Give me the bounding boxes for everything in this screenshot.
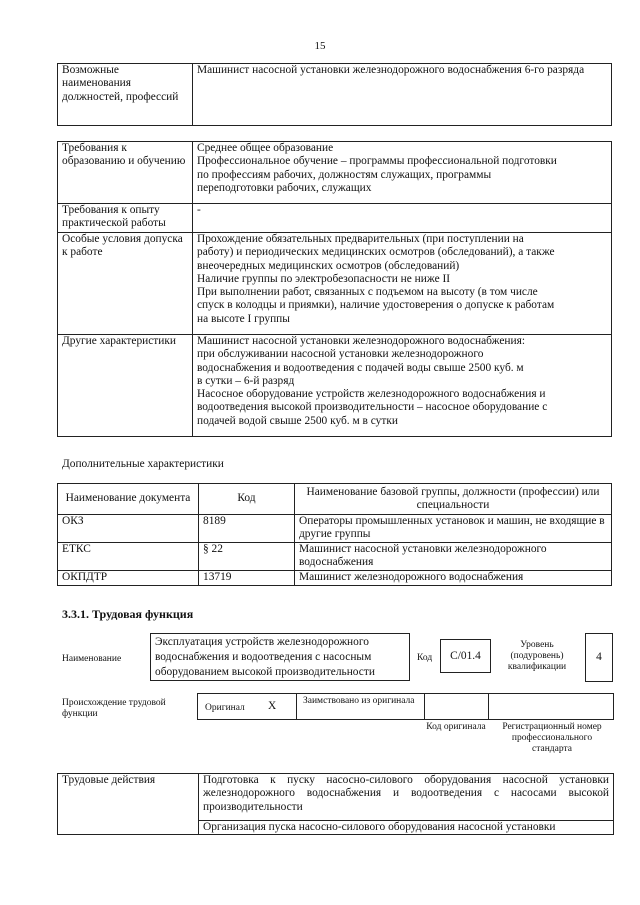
- code-cell: 13719: [199, 571, 295, 586]
- text-line: работу) и периодических медицинских осмотров (обследований), а также: [197, 246, 555, 259]
- borrowed-label: Заимствовано из оригинала: [303, 696, 415, 706]
- name-label: Наименование: [62, 654, 122, 664]
- text-line: водоснабжения и водоотведения с подачей воды свыше 2500 куб. м: [197, 361, 524, 374]
- level-box: [585, 633, 613, 682]
- text-line: при обслуживании насосной установки железнодорожного: [197, 348, 484, 361]
- group-cell: Машинист насосной установки железнодорожного водоснабжения: [295, 543, 612, 571]
- header-group: Наименование базовой группы, должности (профессии) или специальности: [295, 484, 612, 515]
- code-value: C/01.4: [450, 650, 481, 662]
- header-code: Код: [199, 484, 295, 515]
- action-item: Подготовка к пуску насосно-силового оборудования насосной установки железнодорожного водоснабжения и водоотведения с насосами высокой производительности: [199, 774, 614, 821]
- code-original-label: Код оригинала: [426, 722, 486, 732]
- doc-cell: ОКПДТР: [58, 571, 199, 586]
- conditions-value: [193, 233, 612, 335]
- level-label: Уровень (подуровень) квалификации: [507, 640, 567, 672]
- header-document: Наименование документа: [58, 484, 199, 515]
- experience-value: [193, 204, 612, 233]
- group-cell: Машинист железнодорожного водоснабжения: [295, 571, 612, 586]
- origin-label: Происхождение трудовой функции: [62, 698, 166, 719]
- conditions-label: Особые условия допуска к работе: [58, 233, 193, 335]
- origin-divider: [424, 693, 425, 720]
- education-label: Требования к образованию и обучению: [58, 142, 193, 204]
- text-line: Наличие группы по электробезопасности не ниже II: [197, 272, 451, 285]
- code-cell: 8189: [199, 515, 295, 543]
- text-line: спуск в колодцы и приямки), наличие удостоверения о допуске к работам: [197, 299, 555, 312]
- doc-cell: ОКЗ: [58, 515, 199, 543]
- page-number: 15: [314, 40, 326, 52]
- requirements-table: [57, 141, 612, 437]
- text-line: переподготовки рабочих, служащих: [197, 181, 372, 194]
- text-line: внеочередных медицинских осмотров (обследований): [197, 259, 460, 272]
- text-line: -: [197, 204, 201, 216]
- original-mark: X: [268, 700, 277, 712]
- additional-table: [57, 483, 612, 586]
- code-cell: § 22: [199, 543, 295, 571]
- text-line: Профессиональное обучение – программы профессиональной подготовки: [197, 155, 557, 168]
- original-label: Оригинал: [205, 703, 245, 713]
- other-value: [193, 335, 612, 437]
- text-line: на высоте I группы: [197, 312, 290, 325]
- actions-table: [57, 773, 614, 835]
- reg-number-label: Регистрационный номер профессионального стандарта: [502, 722, 602, 754]
- text-line: Среднее общее образование: [197, 142, 334, 154]
- level-value: 4: [596, 651, 602, 663]
- positions-table: [57, 63, 612, 126]
- function-title: 3.3.1. Трудовая функция: [62, 607, 194, 621]
- origin-divider: [488, 693, 489, 720]
- text-line: При выполнении работ, связанных с подъемом на высоту (в том числе: [197, 286, 538, 299]
- positions-value: Машинист насосной установки железнодорожного водоснабжения 6-го разряда: [193, 64, 612, 126]
- text-line: в сутки – 6-й разряд: [197, 374, 295, 387]
- text-line: Насосное оборудование устройств железнодорожного водоснабжения и: [197, 388, 546, 401]
- action-item: Организация пуска насосно-силового оборудования насосной установки: [199, 821, 614, 835]
- other-label: Другие характеристики: [58, 335, 193, 437]
- experience-label: Требования к опыту практической работы: [58, 204, 193, 233]
- function-name-box: [150, 633, 410, 681]
- text-line: подачей водой свыше 2500 куб. м в сутки: [197, 414, 398, 427]
- positions-label: Возможные наименования должностей, профессий: [58, 64, 193, 126]
- code-box: [440, 639, 491, 673]
- additional-title: Дополнительные характеристики: [62, 458, 224, 470]
- education-value: [193, 142, 612, 204]
- group-cell: Операторы промышленных установок и машин, не входящие в другие группы: [295, 515, 612, 543]
- text-line: по профессиям рабочих, должностям служащих, программы: [197, 168, 492, 181]
- actions-label: Трудовые действия: [58, 774, 199, 835]
- doc-cell: ЕТКС: [58, 543, 199, 571]
- origin-divider: [296, 693, 297, 720]
- text-line: водоотведения высокой производительности – насосное оборудование с: [197, 401, 548, 414]
- code-label: Код: [417, 653, 433, 663]
- function-name-value: Эксплуатация устройств железнодорожного водоснабжения и водоотведения с насосным оборудованием высокой производительности: [155, 636, 375, 678]
- text-line: Прохождение обязательных предварительных (при поступлении на: [197, 233, 524, 245]
- text-line: Машинист насосной установки железнодорожного водоснабжения:: [197, 335, 526, 347]
